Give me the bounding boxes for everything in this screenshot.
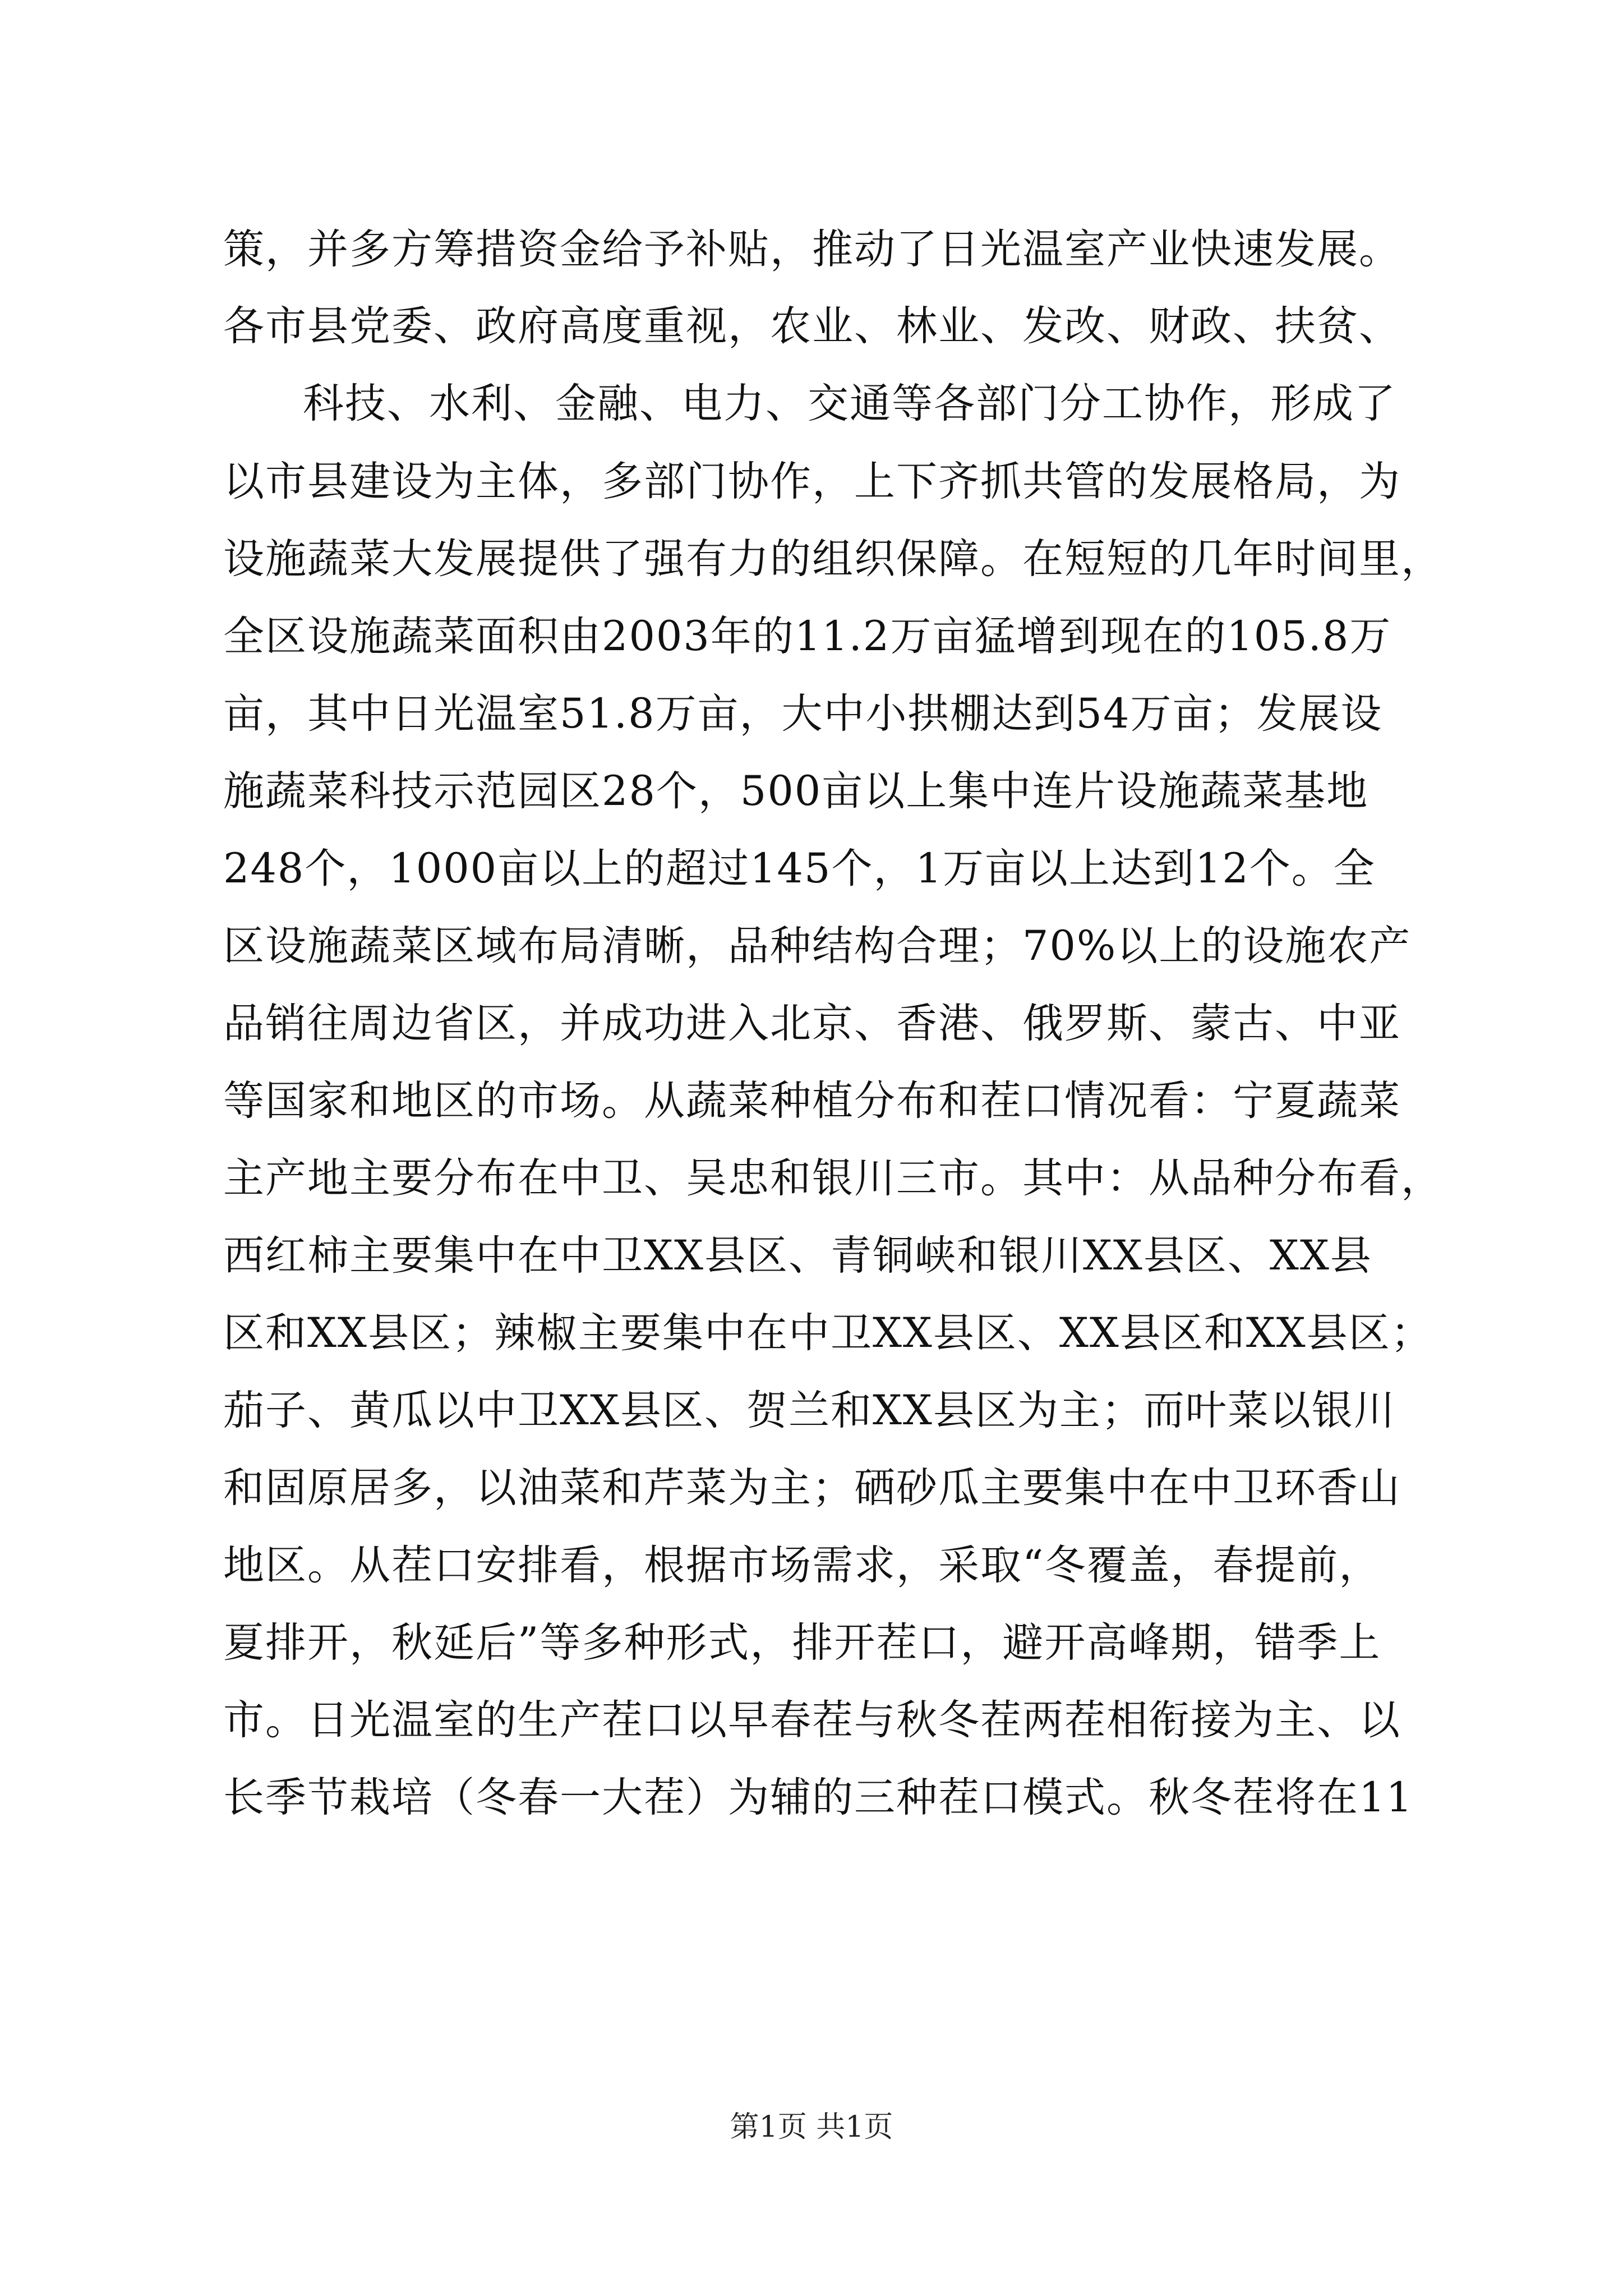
text-line: 地区。从茬口安排看，根据市场需求，采取“冬覆盖，春提前， — [223, 1542, 1381, 1589]
text-line: 市。日光温室的生产茬口以早春茬与秋冬茬两茬相衔接为主、以 — [223, 1696, 1401, 1744]
text-line: 西红柿主要集中在中卫XX县区、青铜峡和银川XX县区、XX县 — [223, 1232, 1372, 1280]
text-line: 区和XX县区；辣椒主要集中在中卫XX县区、XX县区和XX县区； — [223, 1309, 1433, 1357]
text-line: 品销往周边省区，并成功进入北京、香港、俄罗斯、蒙古、中亚 — [223, 1000, 1401, 1047]
text-line: 科技、水利、金融、电力、交通等各部门分工协作，形成了 — [303, 380, 1396, 427]
text-line: 设施蔬菜大发展提供了强有力的组织保障。在短短的几年时间里， — [223, 535, 1443, 583]
text-line: 策，并多方筹措资金给予补贴，推动了日光温室产业快速发展。 — [223, 226, 1401, 273]
text-line: 长季节栽培（冬春一大茬）为辅的三种茬口模式。秋冬茬将在11 — [223, 1774, 1413, 1821]
text-line: 主产地主要分布在中卫、吴忠和银川三市。其中：从品种分布看， — [223, 1154, 1443, 1202]
text-line: 夏排开，秋延后”等多种形式，排开茬口，避开高峰期，错季上 — [223, 1619, 1381, 1667]
text-line: 全区设施蔬菜面积由2003年的11.2万亩猛增到现在的105.8万 — [223, 613, 1392, 660]
text-line: 亩，其中日光温室51.8万亩，大中小拱棚达到54万亩；发展设 — [223, 690, 1383, 738]
text-line: 各市县党委、政府高度重视，农业、林业、发改、财政、扶贫、 — [223, 302, 1401, 350]
text-line: 以市县建设为主体，多部门协作，上下齐抓共管的发展格局，为 — [223, 458, 1401, 505]
page-footer: 第1页 共1页 — [730, 2110, 893, 2144]
text-line: 248个，1000亩以上的超过145个，1万亩以上达到12个。全 — [223, 845, 1376, 892]
text-line: 和固原居多，以油菜和芹菜为主；硒砂瓜主要集中在中卫环香山 — [223, 1464, 1401, 1512]
text-line: 施蔬菜科技示范园区28个，500亩以上集中连片设施蔬菜基地 — [223, 767, 1369, 815]
text-line: 区设施蔬菜区域布局清晰，品种结构合理；70%以上的设施农产 — [223, 922, 1412, 970]
text-line: 等国家和地区的市场。从蔬菜种植分布和茬口情况看：宁夏蔬菜 — [223, 1077, 1401, 1125]
text-line: 茄子、黄瓜以中卫XX县区、贺兰和XX县区为主；而叶菜以银川 — [223, 1387, 1396, 1434]
